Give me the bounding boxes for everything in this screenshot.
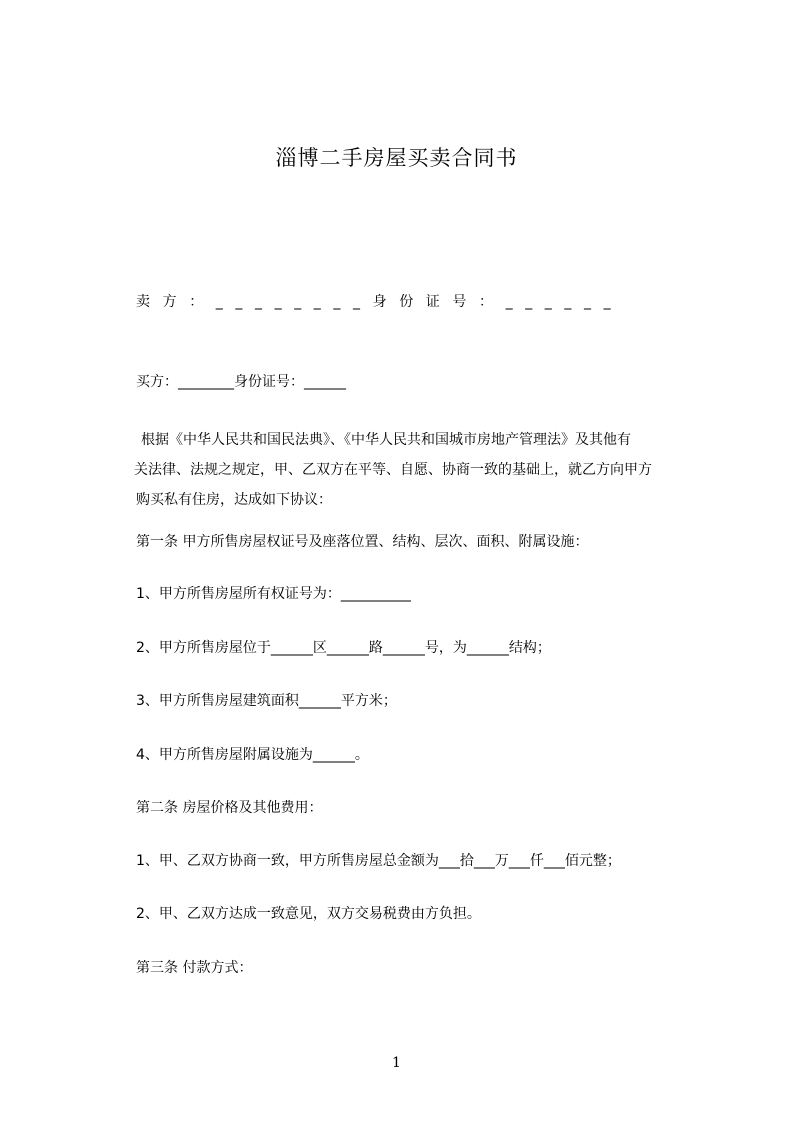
intro-line-3: 购买私有住房，达成如下协议： [136, 492, 332, 508]
article-2-item-1: 1、甲、乙双方协商一致，甲方所售房屋总金额为___拾___万___仟___佰元整； [136, 853, 621, 869]
document-title: 淄博二手房屋买卖合同书 [275, 146, 518, 170]
intro-line-2: 关法律、法规之规定，甲、乙双方在平等、自愿、协商一致的基础上，就乙方向甲方 [134, 462, 652, 478]
buyer-line: 买方：________身份证号：______ [136, 374, 346, 390]
article-1-heading: 第一条 甲方所售房屋权证号及座落位置、结构、层次、面积、附属设施： [136, 534, 589, 550]
article-3-heading: 第三条 付款方式： [136, 960, 253, 976]
article-2-heading: 第二条 房屋价格及其他费用： [136, 800, 323, 816]
article-1-item-2: 2、甲方所售房屋位于______区______路______号，为______结构； [136, 640, 551, 656]
seller-line: 卖方：________身份证号：______ [136, 294, 624, 310]
article-1-item-1: 1、甲方所售房屋所有权证号为：__________ [136, 586, 411, 602]
intro-line-1: 根据《中华人民共和国民法典》、《中华人民共和国城市房地产管理法》及其他有 [141, 432, 631, 448]
article-1-item-4: 4、甲方所售房屋附属设施为______。 [136, 747, 369, 763]
page-number: 1 [392, 1055, 401, 1071]
intro-paragraph [136, 425, 702, 515]
article-2-item-2: 2、甲、乙双方达成一致意见，双方交易税费由方负担。 [136, 906, 481, 922]
article-1-item-3: 3、甲方所售房屋建筑面积______平方米； [136, 693, 397, 709]
